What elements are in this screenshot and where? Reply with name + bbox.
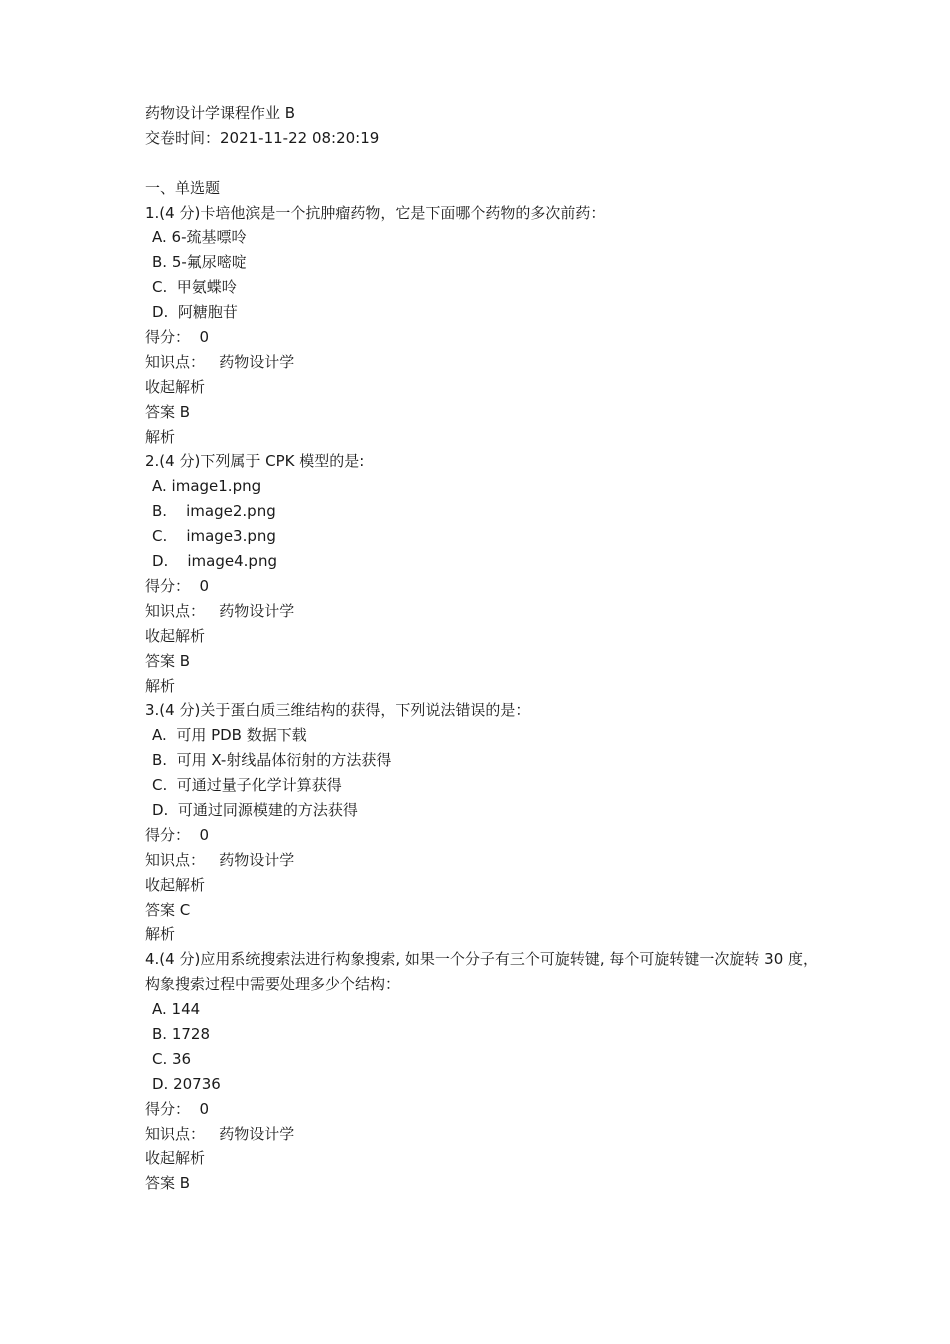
document-title: 药物设计学课程作业 B [145,104,296,122]
knowledge-point: 知识点： 药物设计学 [145,850,295,869]
option-b: B. image2.png [152,502,276,521]
score: 得分： 0 [145,1099,210,1118]
option-c: C. 可通过量子化学计算获得 [152,776,342,795]
collapse-analysis-link[interactable]: 收起解析 [145,626,206,645]
knowledge-point: 知识点： 药物设计学 [145,601,295,620]
option-b: B. 可用 X-射线晶体衍射的方法获得 [152,751,392,770]
answer: 答案 C [145,900,191,919]
section-heading: 一、单选题 [145,178,221,197]
score: 得分： 0 [145,576,210,595]
question-3 [145,698,825,947]
answer: 答案 B [145,651,191,670]
question-1 [145,201,825,450]
option-a: A. 可用 PDB 数据下载 [152,726,307,745]
analysis-label: 解析 [145,676,176,695]
score: 得分： 0 [145,328,210,347]
option-a: A. 6-巯基嘌呤 [152,228,247,247]
collapse-analysis-link[interactable]: 收起解析 [145,1149,206,1168]
document-page [145,101,825,1196]
question-4 [145,947,825,1196]
analysis-label: 解析 [145,925,176,944]
option-d: D. 20736 [152,1074,221,1093]
question-stem: 1.(4 分)卡培他滨是一个抗肿瘤药物，它是下面哪个药物的多次前药： [145,203,606,222]
knowledge-point: 知识点： 药物设计学 [145,352,295,371]
analysis-label: 解析 [145,427,176,446]
score: 得分： 0 [145,825,210,844]
option-c: C. image3.png [152,527,276,546]
collapse-analysis-link[interactable]: 收起解析 [145,377,206,396]
knowledge-point: 知识点： 药物设计学 [145,1124,295,1143]
collapse-analysis-link[interactable]: 收起解析 [145,875,206,894]
option-b: B. 5-氟尿嘧啶 [152,253,247,272]
option-b: B. 1728 [152,1025,211,1044]
option-a: A. 144 [152,1000,201,1019]
option-d: D. 阿糖胞苷 [152,303,238,322]
question-stem: 3.(4 分)关于蛋白质三维结构的获得，下列说法错误的是： [145,701,531,720]
question-stem: 4.(4 分)应用系统搜索法进行构象搜索, 如果一个分子有三个可旋转键, 每个可旋转键一次旋转 30 度，构象搜索过程中需要处理多少个结构： [145,950,819,994]
answer: 答案 B [145,402,191,421]
option-d: D. image4.png [152,552,277,571]
option-d: D. 可通过同源模建的方法获得 [152,800,358,819]
spacer [145,151,825,176]
submit-time: 交卷时间：2021-11-22 08:20:19 [145,128,380,147]
option-a: A. image1.png [152,477,262,496]
answer: 答案 B [145,1174,191,1193]
option-c: C. 甲氨蝶呤 [152,278,237,297]
option-c: C. 36 [152,1049,192,1068]
question-stem: 2.(4 分)下列属于 CPK 模型的是: [145,452,365,471]
question-2 [145,449,825,698]
